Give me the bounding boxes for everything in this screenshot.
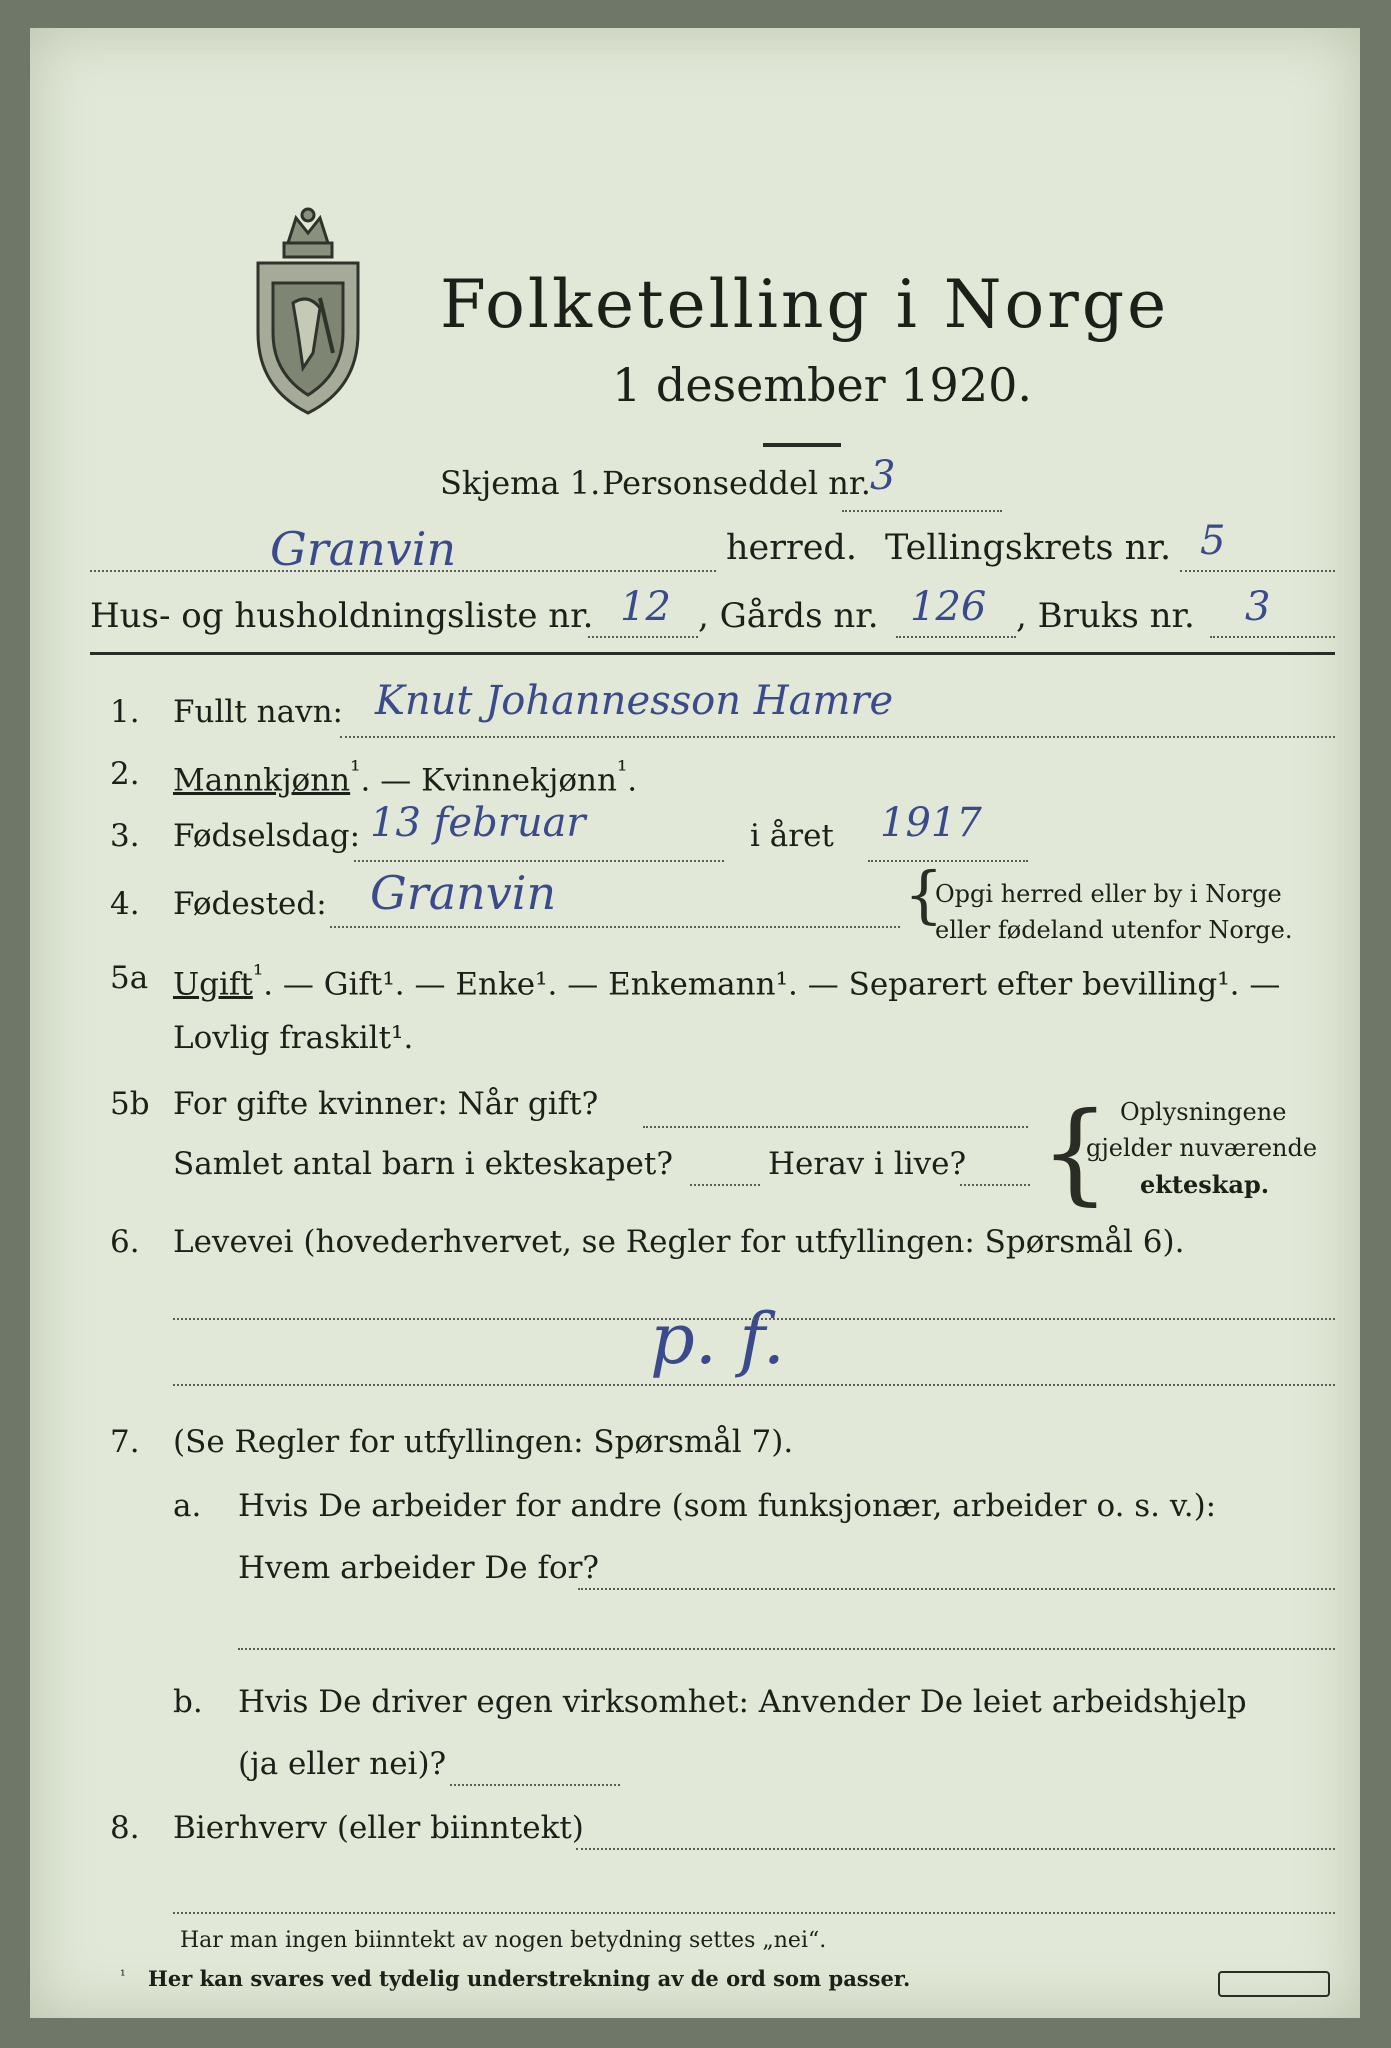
herred-value[interactable]: Granvin [270,522,457,576]
q5b-label: For gifte kvinner: Når gift? [173,1086,599,1122]
bruks-label: , Bruks nr. [1016,596,1195,636]
q6-line-1 [173,1318,1335,1320]
husliste-line [588,636,698,638]
q7a-question: Hvis De arbeider for andre (som funksjonær, arbeider o. s. v.): [238,1488,1217,1524]
q1-label: Fullt navn: [173,694,343,730]
q2-footnote-mark-2: ¹ [616,756,628,786]
tellingskrets-value[interactable]: 5 [1200,518,1226,564]
personseddel-line [842,510,1002,512]
q7b-question: Hvis De driver egen virksomhet: Anvender De leiet arbeidshjelp [238,1684,1247,1720]
footnote-mark: ¹ [120,1968,126,1984]
husliste-value[interactable]: 12 [620,584,671,630]
q5a-footnote-mark: ¹ [252,960,264,990]
q4-birthplace-value[interactable]: Granvin [370,866,557,920]
tellingskrets-line [1180,570,1335,572]
q3-year-label: i året [750,818,834,854]
q8-number: 8. [110,1810,140,1846]
q2-options [173,756,637,798]
q3-line [354,860,724,862]
q6-occupation-value[interactable]: p. f. [650,1298,785,1380]
q5a-options [173,960,1280,1002]
q5b-children-label: Samlet antal barn i ekteskapet? [173,1146,673,1182]
q7-label: (Se Regler for utfyllingen: Spørsmål 7). [173,1424,794,1460]
gards-line [896,636,1016,638]
q6-line-2 [173,1384,1335,1386]
q7a-employer-line[interactable] [578,1588,1335,1590]
census-date: 1 desember 1920. [612,358,1032,412]
q5b-brace: { [1040,1088,1110,1216]
q5b-note-line3: ekteskap. [1140,1170,1270,1199]
footer-note: Har man ingen biinntekt av nogen betydning settes „nei“. [180,1928,827,1953]
gards-value[interactable]: 126 [910,584,987,630]
form-title: Folketelling i Norge [440,266,1170,343]
q4-number: 4. [110,886,140,922]
title-divider [763,443,841,447]
q5b-alive-line[interactable] [960,1184,1030,1186]
q4-line [330,926,900,928]
bruks-value[interactable]: 3 [1245,584,1271,630]
q5b-note-line2: gjelder nuværende [1086,1134,1318,1162]
header-rule [90,652,1335,655]
q5a-number: 5a [110,960,149,996]
q1-line [340,736,1335,738]
q8-label: Bierhverv (eller biinntekt) [173,1810,584,1846]
q2-kvinnekjonn-option[interactable]: . — Kvinnekjønn [360,762,617,799]
q7-number: 7. [110,1424,140,1460]
census-form-sheet [30,28,1360,2018]
q7a-employer-label: Hvem arbeider De for? [238,1550,600,1586]
q8-extra-line[interactable] [173,1912,1335,1914]
q1-number: 1. [110,694,140,730]
q5b-children-line[interactable] [690,1184,760,1186]
q6-number: 6. [110,1224,140,1260]
q2-footnote-mark-1: ¹ [350,756,361,786]
personseddel-label: Personseddel nr. [602,464,871,502]
q7b-yes-no-label: (ja eller nei)? [238,1746,447,1782]
q5b-alive-label: Herav i live? [768,1146,967,1182]
q3-birthdate-value[interactable]: 13 februar [370,800,586,846]
gards-label: , Gårds nr. [698,596,879,636]
q4-note-line2: eller fødeland utenfor Norge. [935,916,1293,944]
q7a-letter: a. [173,1488,202,1524]
q5a-other-options[interactable]: . — Gift¹. — Enke¹. — Enkemann¹. — Separert efter bevilling¹. — [263,966,1281,1003]
q5a-fraskilt-option[interactable]: Lovlig fraskilt¹. [173,1020,414,1056]
q7b-letter: b. [173,1684,203,1720]
norwegian-coat-of-arms-icon [248,203,368,418]
q7a-extra-line[interactable] [238,1648,1335,1650]
printer-stamp [1218,1971,1330,1997]
q4-brace: { [904,858,944,931]
q5b-number: 5b [110,1086,150,1122]
q3-label: Fødselsdag: [173,818,361,854]
skjema-label: Skjema 1. [440,464,601,502]
q3-year-value[interactable]: 1917 [880,800,982,846]
q4-note-line1: Opgi herred eller by i Norge [935,880,1282,908]
q3-number: 3. [110,818,140,854]
tellingskrets-label: Tellingskrets nr. [885,528,1172,568]
q6-label: Levevei (hovederhvervet, se Regler for utfyllingen: Spørsmål 6). [173,1224,1185,1260]
q3-year-line [868,860,1028,862]
bruks-line [1210,636,1335,638]
q2-number: 2. [110,756,140,792]
herred-label: herred. [726,528,857,568]
q5b-note-line1: Oplysningene [1120,1098,1287,1126]
q5b-married-line[interactable] [643,1126,1028,1128]
q5a-ugift-option[interactable]: Ugift [173,966,253,1003]
husliste-label: Hus- og husholdningsliste nr. [90,596,594,636]
q8-line[interactable] [576,1848,1335,1850]
q1-full-name-value[interactable]: Knut Johannesson Hamre [375,678,894,724]
personseddel-value[interactable]: 3 [870,453,896,499]
footnote-text: Her kan svares ved tydelig understrekning av de ord som passer. [148,1966,911,1991]
q4-label: Fødested: [173,886,327,922]
q7b-yes-no-line[interactable] [450,1784,620,1786]
q2-mannkjonn-option[interactable]: Mannkjønn [173,762,351,799]
q2-end: . [627,762,638,799]
